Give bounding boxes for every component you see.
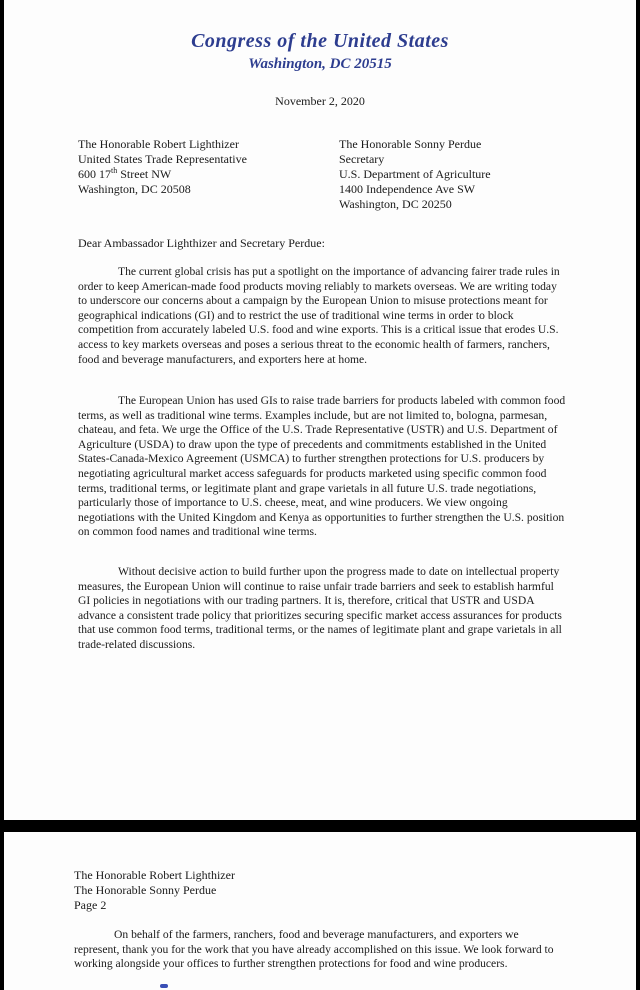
recipient-address-left <box>78 137 247 197</box>
page-number: Page 2 <box>74 898 107 912</box>
recipient-name: The Honorable Sonny Perdue <box>339 137 482 151</box>
signature-ink-mark <box>160 984 168 988</box>
recipient-org: U.S. Department of Agriculture <box>339 167 491 181</box>
recipient-street: 600 17th Street NW <box>78 166 172 181</box>
salutation: Dear Ambassador Lighthizer and Secretary Perdue: <box>78 236 325 250</box>
letter-page-1 <box>4 0 636 820</box>
body-paragraph-1: The current global crisis has put a spotlight on the importance of advancing fairer trade rules in order to keep American-made food products moving reliably to markets overseas. We are writing today to underscore our concerns about a campaign by the European Union to misuse protections meant for geographical indications (GI) and to restrict the use of traditional wine terms in order to block competition from accurately labeled U.S. food and wine exports. This is a critical issue that erodes U.S. access to key markets overseas and poses a serious threat to the economic health of farmers, ranchers, food and beverage manufacturers, and exporters here at home. <box>78 265 560 366</box>
letter-date: November 2, 2020 <box>275 94 365 108</box>
letterhead-city: Washington, DC 20515 <box>248 56 392 72</box>
body-paragraph-4: On behalf of the farmers, ranchers, food and beverage manufacturers, and exporters we represent, thank you for the work that you have already accomplished on this issue. We look forward to working alongside your offices to further strengthen protections for food and wine producers. <box>74 928 554 971</box>
recipient-name: The Honorable Robert Lighthizer <box>78 137 239 151</box>
recipient-city: Washington, DC 20508 <box>78 182 191 196</box>
recipient-title: Secretary <box>339 152 385 166</box>
body-paragraph-3: Without decisive action to build further upon the progress made to date on intellectual property measures, the European Union will continue to raise unfair trade barriers and seek to establish harmful GI policies in negotiations with our trading partners. It is, therefore, critical that USTR and USDA advance a consistent trade policy that prioritizes securing specific market access assurances for products that use common food terms, traditional terms, or the names of legitimate plant and grape varietals in all trade-related discussions. <box>78 565 562 651</box>
body-paragraph-2: The European Union has used GIs to raise trade barriers for products labeled with common food terms, as well as traditional wine terms. Examples include, but are not limited to, bologna, parmesan, chateau, and feta. We urge the Office of the U.S. Trade Representative (USTR) and U.S. Department of Agriculture (USDA) to draw upon the type of precedents and commitments established in the United States-Canada-Mexico Agreement (USMCA) to further strengthen protections for U.S. producers by negotiating agricultural market access safeguards for products marketed using specific common food terms, traditional terms, or legitimate plant and grape varietals in all future U.S. trade negotiations, particularly those of importance to U.S. cheese, meat, and wine producers. We view ongoing negotiations with the United Kingdom and Kenya as opportunities to further strengthen the U.S. position on common food names and traditional wine terms. <box>78 394 566 539</box>
recipient-title: United States Trade Representative <box>78 152 247 166</box>
recipient-city: Washington, DC 20250 <box>339 197 452 211</box>
recipient-street: 1400 Independence Ave SW <box>339 182 476 196</box>
page-2-header <box>74 868 235 913</box>
page-2-recipient-1: The Honorable Robert Lighthizer <box>74 868 235 882</box>
letterhead-title: Congress of the United States <box>191 30 449 52</box>
recipient-address-right <box>339 137 491 212</box>
page-2-recipient-2: The Honorable Sonny Perdue <box>74 883 217 897</box>
